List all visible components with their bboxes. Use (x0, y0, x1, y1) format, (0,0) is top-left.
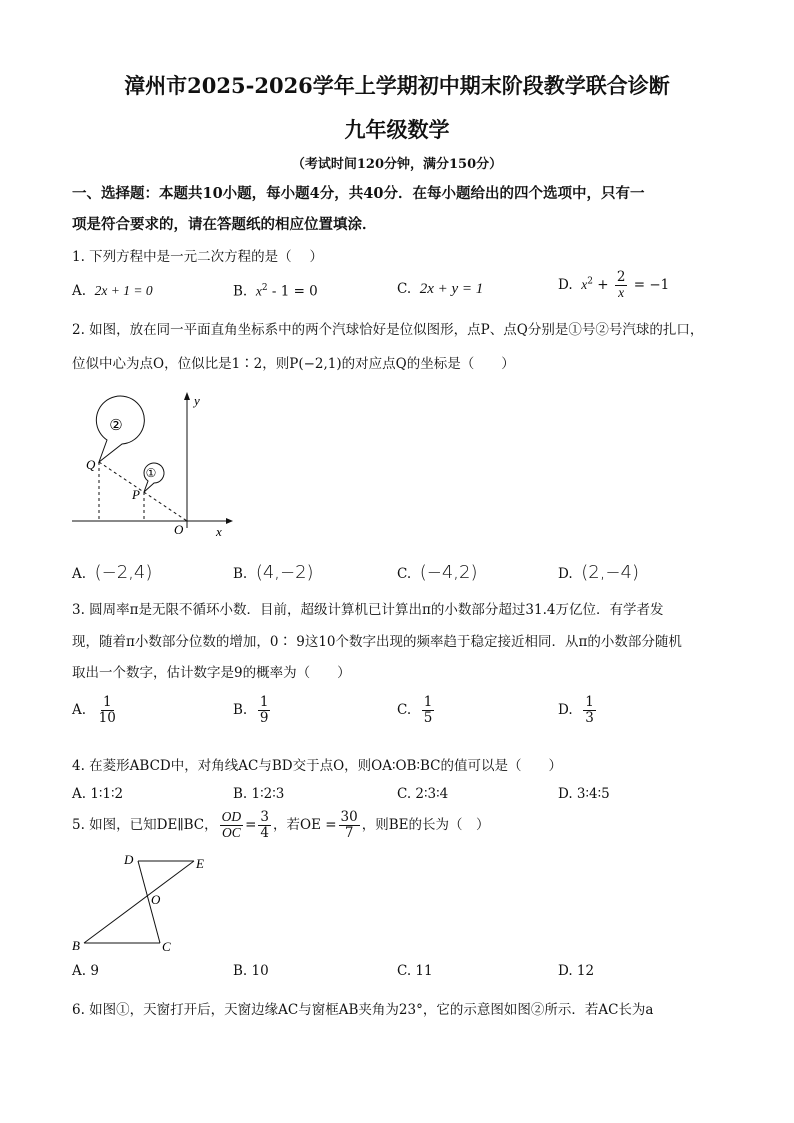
point-b-label: B (72, 938, 80, 953)
q2-line2: 位似中心为点O，位似比是1∶2，则P(−2,1)的对应点Q的坐标是（ ） (72, 356, 515, 372)
q3-line3: 取出一个数字，估计数字是9的概率为（ ） (72, 665, 351, 681)
y-axis-label: y (194, 393, 200, 408)
q3-line1: 3. 圆周率π是无限不循环小数．目前，超级计算机已计算出π的小数部分超过31.4万亿位．有学者发 (72, 602, 664, 618)
y-axis-arrow-icon (184, 392, 190, 400)
q1-option-a: A. 2x + 1 = 0 (72, 283, 153, 299)
q4-stem: 4. 在菱形ABCD中，对角线AC与BD交于点O，则OA∶OB∶BC的值可以是（ ） (72, 758, 562, 774)
q5-option-a: A. 9 (72, 963, 99, 979)
q2-option-b: B. (4,−2) (233, 562, 314, 583)
q1-option-b: B. $x^2 - 1 = 0$ (233, 283, 318, 300)
q3-option-a: A. $\frac{1}{10}$ (72, 694, 116, 726)
point-o-label: O (151, 892, 161, 907)
point-e-label: E (196, 856, 204, 871)
point-q-label: Q (86, 457, 96, 472)
point-c-label: C (162, 939, 171, 954)
exam-info: （考试时间120分钟，满分150分） (291, 157, 503, 172)
dashed-line-oq (99, 462, 187, 521)
section-heading-line2: 项是符合要求的，请在答题纸的相应位置填涂． (72, 216, 377, 233)
segment-eb (84, 861, 194, 943)
q4-option-b: B. 1∶2∶3 (233, 786, 285, 802)
q4-option-c: C. 2∶3∶4 (397, 786, 449, 802)
q5-option-d: D. 12 (558, 963, 595, 979)
balloon-1-label: ① (145, 466, 157, 480)
paper-title: 漳州市2025-2026学年上学期初中期末阶段教学联合诊断 (124, 73, 670, 98)
q1-option-c: C. 2x + y = 1 (397, 281, 484, 297)
q3-option-b: B. $\frac{1}{9}$ (233, 694, 269, 726)
subject-title: 九年级数学 (344, 117, 450, 142)
q5-option-c: C. 11 (397, 963, 433, 979)
q5-option-b: B. 10 (233, 963, 269, 979)
x-axis-label: x (216, 524, 222, 539)
q5-figure (66, 848, 226, 960)
point-d-label: D (124, 852, 134, 867)
q4-option-d: D. 3∶4∶5 (558, 786, 610, 802)
x-axis-arrow-icon (226, 518, 233, 524)
q1-option-d: D. $x^2$ + $\frac{2}{x}$ = −1 (558, 269, 670, 300)
q2-option-a: A. (−2,4) (72, 562, 153, 583)
section-heading-line1: 一、选择题：本题共10小题，每小题4分，共40分．在每小题给出的四个选项中，只有一 (72, 185, 645, 202)
q3-option-c: C. $\frac{1}{5}$ (397, 694, 433, 726)
balloon-2-label: ② (109, 418, 123, 434)
q2-line1: 2. 如图，放在同一平面直角坐标系中的两个汽球恰好是位似图形，点P、点Q分别是①号②号汽球的扎口， (72, 322, 704, 338)
q5-stem: 5. 如图，已知DE∥BC， $\frac{OD}{OC}$ = $\frac{3}{4}$ ，若OE = $\frac{30}{7}$ ，则BE的长为（ ） (72, 809, 490, 841)
origin-label: O (174, 522, 184, 537)
point-p-label: P (132, 487, 140, 502)
q2-figure (66, 388, 236, 543)
q4-option-a: A. 1∶1∶2 (72, 786, 124, 802)
q1-stem: 1. 下列方程中是一元二次方程的是（ ） (72, 249, 323, 265)
q3-option-d: D. $\frac{1}{3}$ (558, 694, 594, 726)
q2-option-d: D. (2,−4) (558, 562, 639, 583)
q6-stem: 6. 如图①，天窗打开后，天窗边缘AC与窗框AB夹角为23°，它的示意图如图②所示．若AC长为a (72, 1002, 654, 1018)
q3-line2: 现，随着π小数部分位数的增加，0∶ 9这10个数字出现的频率趋于稳定接近相同．从π的小数部分随机 (72, 634, 682, 650)
q2-option-c: C. (−4,2) (397, 562, 478, 583)
